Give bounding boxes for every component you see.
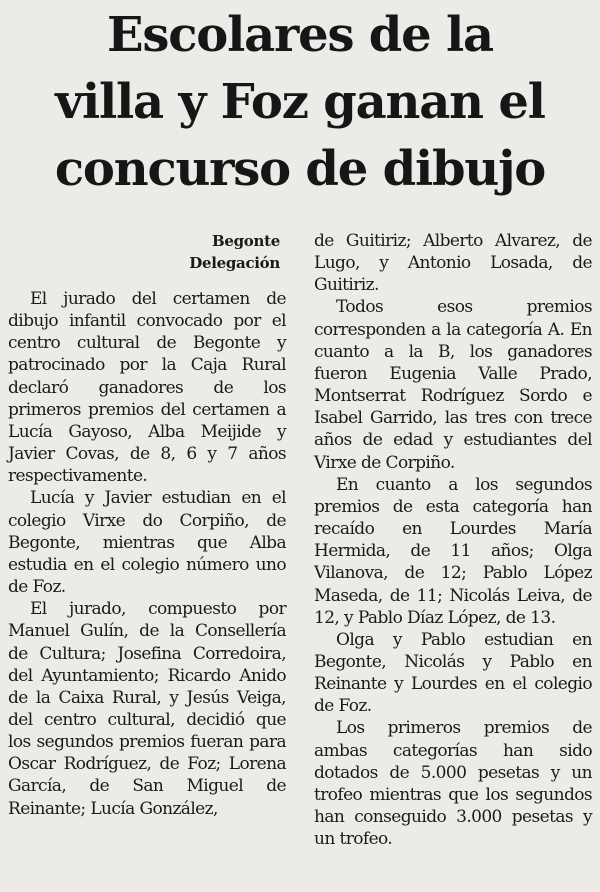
article-paragraph: Lucía y Javier estudian en el colegio Virxe do Corpiño, de Begonte, mientras que Alba estudia en el colegio número uno de Foz.: [8, 488, 286, 598]
headline-line-3: concurso de dibujo: [54, 141, 546, 197]
article-paragraph: de Guitiriz; Alberto Alvarez, de Lugo, y Antonio Losada, de Guitiriz.: [314, 231, 592, 296]
headline: [14, 2, 586, 203]
article-paragraph: El jurado del certamen de dibujo infantil convocado por el centro cultural de Begonte y patrocinado por la Caja Rural declaró ganadores de los primeros premios del certamen a Lucía Gayoso, Alba Meijide y Javier Covas, de 8, 6 y 7 años respectivamente.: [8, 289, 286, 487]
byline-source: Delegación: [189, 254, 280, 272]
article-paragraph: Olga y Pablo estudian en Begonte, Nicolás y Pablo en Reinante y Lourdes en el colegio de Foz.: [314, 629, 592, 717]
byline-location: Begonte: [212, 232, 280, 250]
article-paragraph: En cuanto a los segundos premios de esta categoría han recaído en Lourdes María Hermida, de 11 años; Olga Vilanova, de 12; Pablo López Maseda, de 11; Nicolás Leiva, de 12, y Pablo Díaz López, de 13.: [314, 474, 592, 628]
headline-line-1: Escolares de la: [107, 7, 493, 63]
article-paragraph: Todos esos premios corresponden a la categoría A. En cuanto a la B, los ganadores fueron Eugenia Valle Prado, Montserrat Rodríguez Sordo e Isabel Garrido, las tres con trece años de edad y estudiantes del Virxe de Corpiño.: [314, 297, 592, 473]
article-column-left: [8, 230, 286, 820]
article-paragraph: El jurado, compuesto por Manuel Gulín, de la Consellería de Cultura; Josefina Corredoira, del Ayuntamiento; Ricardo Anido de la Caixa Rural, y Jesús Veiga, del centro cultural, decidió que los segundos premios fueran para Oscar Rodríguez, de Foz; Lorena García, de San Miguel de Reinante; Lucía González,: [8, 599, 286, 819]
headline-line-2: villa y Foz ganan el: [55, 74, 545, 130]
article-paragraph: Los primeros premios de ambas categorías han sido dotados de 5.000 pesetas y un trofeo mientras que los segundos han conseguido 3.000 pesetas y un trofeo.: [314, 718, 592, 850]
article-column-right: [314, 230, 592, 850]
